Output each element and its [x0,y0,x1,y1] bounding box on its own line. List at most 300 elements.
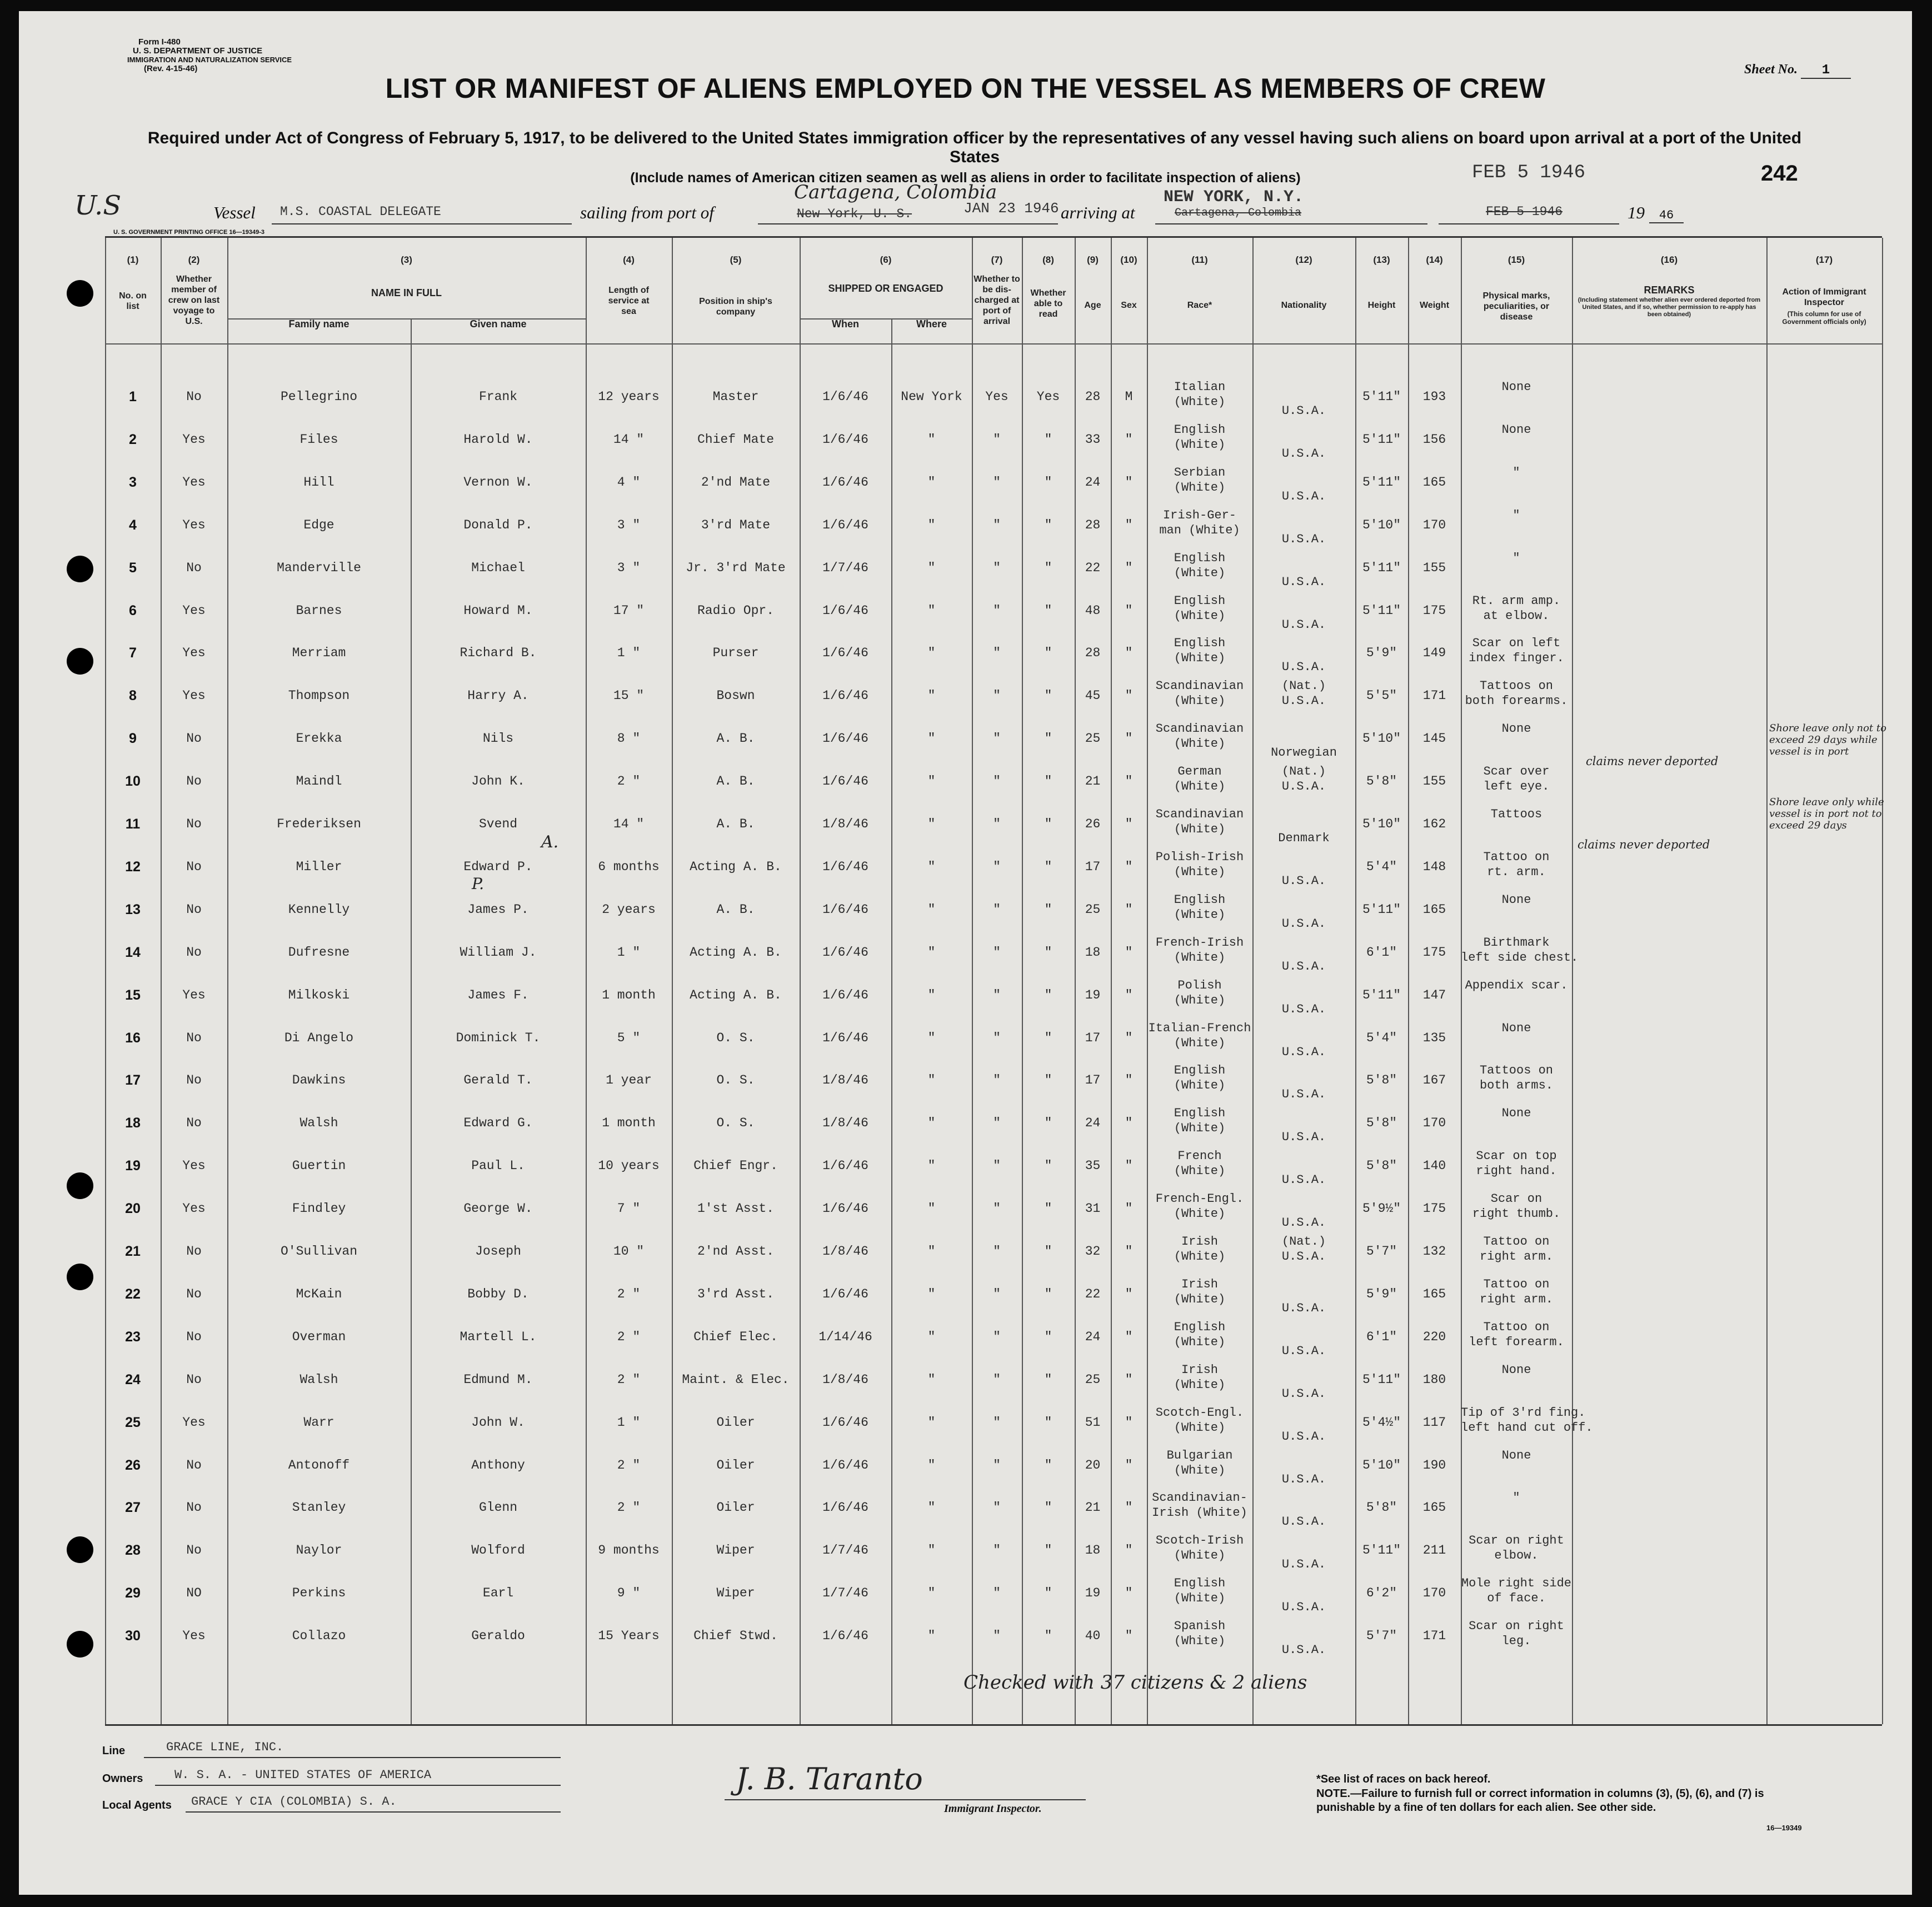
physical-marks-cell-line: right arm. [1479,1250,1554,1264]
nationality-cell-line: U.S.A. [1281,1472,1326,1486]
nationality-cell-line: U.S.A. [1281,489,1326,503]
physical-marks-cell-line: None [1501,1106,1531,1121]
service-length-cell: 2 " [617,1500,641,1515]
shipped-when-cell: 1/7/46 [822,1543,868,1558]
nationality-cell-line: U.S.A. [1281,1045,1326,1059]
age-cell: 21 [1085,1500,1101,1515]
given-name-cell: George W. [463,1201,533,1216]
age-cell: 24 [1085,1116,1101,1131]
stamp-number: 242 [1761,161,1798,186]
given-name-cell: Frank [478,390,517,404]
shipped-where-cell: " [927,902,936,917]
header-action: Action of Immigrant Inspector [1782,287,1866,307]
header-remarks-note: (Including statement whether alien ever ordered deported from United States, and if so, whether permission to re-apply has been obtained) [1577,297,1761,318]
nationality-cell-line: U.S.A. [1281,1344,1326,1358]
table-row [105,465,1882,513]
family-name-cell: Miller [296,859,342,874]
discharged-cell: " [993,731,1001,746]
last-voyage-cell: No [186,1030,202,1045]
service-length-cell: 17 " [613,603,645,618]
physical-marks-cell [1461,1277,1572,1307]
binder-hole [67,280,93,307]
department-name: U. S. DEPARTMENT OF JUSTICE [133,46,263,56]
printing-office: U. S. GOVERNMENT PRINTING OFFICE 16—19349-3 [113,229,265,236]
header-last-voyage: Whether member of crew on last voyage to U.S. [168,274,220,326]
shipped-where-cell: " [927,1116,936,1131]
weight-cell: 190 [1422,1457,1446,1472]
given-name-cell: Edmund M. [463,1372,533,1387]
family-name-cell: Files [299,432,338,447]
race-cell [1147,1619,1252,1649]
able-to-read-cell: " [1044,1159,1052,1174]
last-voyage-cell: No [186,945,202,960]
nationality-cell-line [1252,1329,1355,1344]
nationality-cell-line [1252,730,1355,745]
service-length-cell: 10 years [598,1159,660,1174]
physical-marks-cell-line [1461,566,1572,581]
physical-marks-cell [1461,764,1572,794]
race-cell-line: English [1174,551,1226,565]
discharged-cell: " [993,902,1001,917]
age-cell: 18 [1085,945,1101,960]
shipped-where-cell: " [927,432,936,447]
row-number: 28 [125,1542,141,1559]
position-cell: A. B. [716,817,755,831]
row-number: 4 [129,517,137,533]
nationality-cell-line: (Nat.) [1281,1235,1326,1249]
able-to-read-cell: " [1044,475,1052,490]
service-length-cell: 2 " [617,1372,641,1387]
race-cell [1147,1021,1252,1051]
family-name-cell: Dufresne [288,945,350,960]
given-name-cell: Dominick T. [456,1030,541,1045]
nationality-cell-line: U.S.A. [1281,1515,1326,1529]
agents-underline [186,1811,561,1813]
row-number: 27 [125,1500,141,1516]
last-voyage-cell: Yes [182,517,206,532]
height-cell: 5'4½" [1362,1415,1401,1430]
row-number: 1 [129,389,137,405]
position-cell: Chief Engr. [693,1159,778,1174]
able-to-read-cell: " [1044,432,1052,447]
nationality-cell-line: U.S.A. [1281,1643,1326,1658]
height-cell: 5'11" [1362,560,1401,575]
nationality-cell-line [1252,1200,1355,1215]
race-cell-line: (White) [1174,1079,1226,1093]
race-cell [1147,764,1252,794]
last-voyage-cell: Yes [182,1201,206,1216]
nationality-cell-line: U.S.A. [1281,1216,1326,1230]
age-cell: 51 [1085,1415,1101,1430]
physical-marks-cell [1461,1063,1572,1093]
shipped-where-cell: " [927,859,936,874]
given-name-cell: Glenn [478,1500,517,1515]
family-name-cell: Antonoff [288,1457,350,1472]
service-length-cell: 1 month [602,1116,656,1131]
service-length-cell: 12 years [598,390,660,404]
row-number: 9 [129,731,137,747]
able-to-read-cell: " [1044,1201,1052,1216]
race-cell-line: (White) [1174,780,1226,794]
weight-cell: 175 [1422,945,1446,960]
height-cell: 5'10" [1362,817,1401,831]
sex-cell: " [1125,1457,1133,1472]
shipped-when-cell: 1/6/46 [822,987,868,1002]
table-row [105,422,1882,470]
nationality-cell-line: Denmark [1278,831,1330,845]
physical-marks-cell-line: None [1501,1021,1531,1035]
given-name-cell: Harry A. [467,688,529,703]
physical-marks-cell-line: Scar on [1490,1192,1542,1206]
family-name-cell: Edge [303,517,335,532]
race-cell-line: French-Irish [1155,935,1244,950]
nationality-cell [1252,1628,1355,1658]
table-row [105,380,1882,427]
height-cell: 5'8" [1366,1500,1397,1515]
row-number: 20 [125,1201,141,1217]
header-race: Race* [1187,301,1212,310]
agents-label: Local Agents [102,1799,172,1811]
physical-marks-cell [1461,678,1572,708]
row-number: 5 [129,560,137,576]
position-cell: Chief Elec. [693,1329,778,1344]
age-cell: 31 [1085,1201,1101,1216]
race-cell-line: (White) [1174,1121,1226,1136]
family-name-cell: Hill [303,475,335,490]
service-length-cell: 1 " [617,646,641,661]
physical-marks-cell [1461,935,1579,965]
able-to-read-cell: " [1044,1116,1052,1131]
age-cell: 26 [1085,817,1101,831]
age-cell: 48 [1085,603,1101,618]
physical-marks-cell-line: Tattoo on [1483,1235,1550,1249]
race-cell [1147,1277,1252,1307]
position-cell: Oiler [716,1457,755,1472]
shipped-where-cell: " [927,1629,936,1644]
shipped-where-cell: " [927,1457,936,1472]
header-weight: Weight [1419,301,1450,310]
given-name-cell: James P. [467,902,529,917]
shipped-when-cell: 1/6/46 [822,517,868,532]
given-name-cell: John K. [471,774,525,789]
height-cell: 6'1" [1366,945,1397,960]
weight-cell: 155 [1422,774,1446,789]
service-length-cell: 2 " [617,1286,641,1301]
race-cell [1147,380,1252,410]
age-cell: 24 [1085,1329,1101,1344]
shipped-when-cell: 1/8/46 [822,1244,868,1259]
nationality-cell-line [1252,388,1355,403]
able-to-read-cell: " [1044,1286,1052,1301]
physical-marks-cell-line [1461,1377,1572,1392]
col-num-7: (7) [991,254,1003,265]
race-cell-line: (White) [1174,480,1226,495]
sex-cell: " [1125,902,1133,917]
line-value: GRACE LINE, INC. [166,1740,284,1754]
age-cell: 20 [1085,1457,1101,1472]
family-name-cell: O'Sullivan [280,1244,358,1259]
able-to-read-cell: " [1044,1457,1052,1472]
nationality-cell [1252,678,1355,708]
position-cell: Wiper [716,1586,755,1601]
service-length-cell: 8 " [617,731,641,746]
physical-marks-cell [1461,850,1572,880]
height-cell: 5'5" [1366,688,1397,703]
header-length-service: Length of service at sea [608,286,650,316]
race-cell-line: (White) [1174,566,1226,580]
shipped-when-cell: 1/6/46 [822,603,868,618]
height-cell: 5'9½" [1362,1201,1401,1216]
physical-marks-cell-line: right hand. [1476,1164,1557,1179]
header-when: When [832,318,859,330]
physical-marks-cell-line: None [1501,422,1531,437]
position-cell: A. B. [716,731,755,746]
service-name: IMMIGRATION AND NATURALIZATION SERVICE [127,56,292,64]
nationality-cell-line [1252,858,1355,873]
able-to-read-cell: " [1044,774,1052,789]
last-voyage-cell: Yes [182,1415,206,1430]
port-struck: New York, U. S. [797,207,912,221]
race-cell [1147,678,1252,708]
header-action-note: (This column for use of Government officials only) [1782,310,1866,326]
sex-cell: " [1125,1159,1133,1174]
shipped-where-cell: " [927,987,936,1002]
shipped-where-cell: " [927,517,936,532]
able-to-read-cell: " [1044,1372,1052,1387]
header-where: Where [916,318,947,330]
arrival-date-struck: FEB 5 1946 [1486,204,1563,219]
family-name-cell: Merriam [292,646,346,661]
discharged-cell: " [993,1030,1001,1045]
last-voyage-cell: No [186,1073,202,1088]
date-underline [1439,223,1619,224]
given-name-cell: Joseph [475,1244,521,1259]
table-row [105,1534,1882,1581]
able-to-read-cell: " [1044,945,1052,960]
height-cell: 5'9" [1366,646,1397,661]
family-name-cell: Kennelly [288,902,350,917]
given-name-cell: Paul L. [471,1159,525,1174]
race-cell [1147,1362,1252,1392]
physical-marks-cell [1461,551,1572,581]
race-cell-line: English [1174,422,1226,437]
shipped-when-cell: 1/7/46 [822,1586,868,1601]
table-row [105,1235,1882,1282]
shipped-where-cell: " [927,688,936,703]
race-cell-line: (White) [1174,1549,1226,1563]
nationality-cell-line: U.S.A. [1281,1130,1326,1145]
height-cell: 5'4" [1366,1030,1397,1045]
physical-marks-cell-line: None [1501,380,1531,394]
remark-row-9: claims never deported [1586,755,1719,768]
physical-marks-cell-line: None [1501,1362,1531,1377]
age-cell: 25 [1085,902,1101,917]
physical-marks-cell-line [1461,395,1572,410]
shipped-when-cell: 1/6/46 [822,432,868,447]
able-to-read-cell: " [1044,1329,1052,1344]
nationality-cell-line: U.S.A. [1281,404,1326,418]
height-cell: 5'8" [1366,1116,1397,1131]
physical-marks-cell [1461,1619,1572,1649]
position-cell: Maint. & Elec. [682,1372,790,1387]
family-name-cell: Di Angelo [284,1030,354,1045]
sex-cell: " [1125,1201,1133,1216]
last-voyage-cell: No [186,817,202,831]
physical-marks-cell-line [1461,822,1572,837]
age-cell: 22 [1085,1286,1101,1301]
shipped-when-cell: 1/6/46 [822,475,868,490]
race-cell-line: Irish [1181,1277,1218,1291]
position-cell: 3'rd Asst. [697,1286,775,1301]
sex-cell: " [1125,1286,1133,1301]
race-cell-line: Irish [1181,1362,1218,1377]
row-number: 2 [129,431,137,447]
family-name-cell: Manderville [277,560,361,575]
service-length-cell: 1 " [617,1415,641,1430]
nationality-cell-line [1252,1457,1355,1472]
nationality-cell [1252,944,1355,974]
physical-marks-cell-line: None [1501,1448,1531,1462]
weight-cell: 165 [1422,475,1446,490]
handwritten-initial-row-11: A. [541,832,559,852]
height-cell: 5'8" [1366,1159,1397,1174]
family-name-cell: Maindl [296,774,342,789]
race-cell-line: English [1174,1106,1226,1121]
last-voyage-cell: No [186,902,202,917]
nationality-cell-line: (Nat.) [1281,765,1326,779]
header-rule [105,343,1882,345]
weight-cell: 167 [1422,1073,1446,1088]
physical-marks-cell [1461,1533,1572,1563]
race-cell-line: (White) [1174,1164,1226,1179]
action-row-10: Shore leave only while vessel is in port not to exceed 29 days [1769,796,1884,831]
age-cell: 40 [1085,1629,1101,1644]
age-cell: 17 [1085,1030,1101,1045]
last-voyage-cell: No [186,859,202,874]
given-name-cell: Howard M. [463,603,533,618]
height-cell: 5'9" [1366,1286,1397,1301]
shipped-when-cell: 1/14/46 [818,1329,872,1344]
binder-hole [67,1631,93,1658]
last-voyage-cell: Yes [182,432,206,447]
position-cell: Master [712,390,759,404]
shipped-where-cell: " [927,1073,936,1088]
col-num-4: (4) [623,254,635,265]
race-cell-line: (White) [1174,1377,1226,1392]
column-divider [1882,238,1883,1724]
race-cell [1147,1576,1252,1606]
age-cell: 28 [1085,390,1101,404]
nationality-cell-line [1252,474,1355,489]
race-cell-line: (White) [1174,993,1226,1007]
nationality-cell-line: U.S.A. [1281,446,1326,461]
physical-marks-cell-line: Scar on left [1472,636,1561,651]
sailing-label: sailing from port of [580,203,714,222]
year-field: 19 46 [1628,203,1684,223]
discharged-cell: " [993,646,1001,661]
line-underline [144,1757,561,1758]
last-voyage-cell: No [186,731,202,746]
family-name-cell: Collazo [292,1629,346,1644]
header-height: Height [1367,301,1396,310]
shipped-when-cell: 1/8/46 [822,817,868,831]
race-cell [1147,978,1252,1008]
able-to-read-cell: " [1044,1500,1052,1515]
binder-hole [67,648,93,675]
race-cell-line: Irish-Ger- [1162,508,1237,522]
physical-marks-cell-line: " [1512,551,1520,565]
age-cell: 28 [1085,646,1101,661]
row-number: 25 [125,1414,141,1430]
col-num-1: (1) [127,254,139,265]
race-cell-line: (White) [1174,907,1226,922]
arriving-struck: Cartagena, Colombia [1175,207,1302,219]
races-note: *See list of races on back hereof. [1316,1773,1491,1785]
col-num-8: (8) [1042,254,1054,265]
position-cell: Boswn [716,688,755,703]
physical-marks-cell-line: index finger. [1469,651,1564,666]
shipped-when-cell: 1/6/46 [822,1286,868,1301]
able-to-read-cell: " [1044,688,1052,703]
service-length-cell: 2 " [617,774,641,789]
physical-marks-cell [1461,807,1572,837]
shipped-when-cell: 1/6/46 [822,646,868,661]
row-number: 14 [125,944,141,960]
position-cell: O. S. [716,1073,755,1088]
physical-marks-cell [1461,1490,1572,1520]
row-number: 11 [125,816,141,832]
race-cell-line: (White) [1174,1335,1226,1349]
physical-marks-cell [1461,1149,1572,1179]
service-length-cell: 15 Years [598,1629,660,1644]
col-num-12: (12) [1295,254,1312,265]
able-to-read-cell: " [1044,603,1052,618]
discharged-cell: " [993,774,1001,789]
given-name-cell: Donald P. [463,517,533,532]
nationality-cell-line [1252,1628,1355,1643]
race-cell [1147,1106,1252,1136]
height-cell: 5'11" [1362,475,1401,490]
race-cell-line: Irish [1181,1235,1218,1249]
sex-cell: " [1125,517,1133,532]
shipped-when-cell: 1/6/46 [822,1201,868,1216]
shipped-when-cell: 1/8/46 [822,1116,868,1131]
header-remarks: REMARKS [1644,284,1695,296]
sex-cell: " [1125,1030,1133,1045]
able-to-read-cell: Yes [1036,390,1060,404]
discharged-cell: " [993,1629,1001,1644]
physical-marks-cell [1461,1106,1572,1136]
able-to-read-cell: " [1044,1030,1052,1045]
given-name-cell: Earl [482,1586,514,1601]
table-row [105,1106,1882,1154]
sex-cell: " [1125,1329,1133,1344]
family-name-cell: Overman [292,1329,346,1344]
header-name-in-full: NAME IN FULL [371,287,442,298]
weight-cell: 171 [1422,688,1446,703]
nationality-cell-line [1252,1115,1355,1130]
race-cell-line: Scandinavian [1155,679,1244,693]
shipped-where-cell: " [927,1372,936,1387]
nationality-cell [1252,1371,1355,1401]
discharged-cell: " [993,945,1001,960]
height-cell: 6'1" [1366,1329,1397,1344]
physical-marks-cell-line [1461,1036,1572,1051]
service-length-cell: 10 " [613,1244,645,1259]
weight-cell: 170 [1422,1586,1446,1601]
nationality-cell-line: U.S.A. [1281,916,1326,931]
row-number: 30 [125,1628,141,1644]
